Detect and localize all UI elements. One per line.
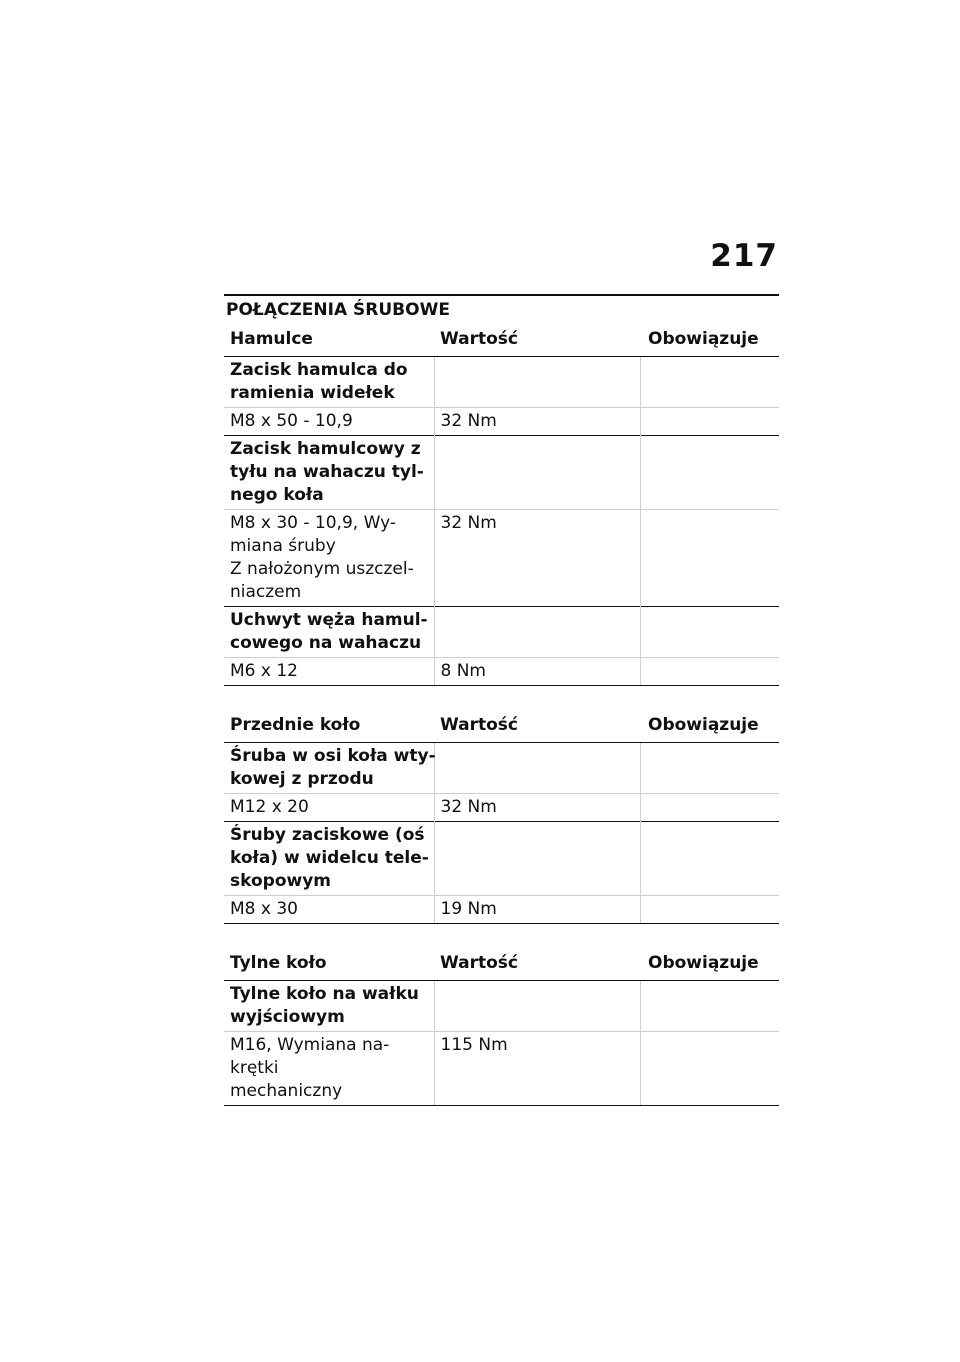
text-line: M8 x 30 - 10,9, Wy-	[230, 513, 396, 533]
column-header-component: Hamulce	[224, 322, 434, 357]
text-line: Śruba w osi koła wty-	[230, 746, 436, 766]
text-line: ramienia widełek	[230, 383, 395, 403]
text-line: kowej z przodu	[230, 769, 374, 789]
text-line: wyjściowym	[230, 1007, 345, 1027]
text-line: Tylne koło na wałku	[230, 984, 419, 1004]
torque-value: 19 Nm	[434, 896, 640, 924]
component-row	[224, 357, 779, 408]
torque-value: 32 Nm	[434, 408, 640, 436]
page-number: 217	[710, 238, 778, 274]
component-name	[224, 981, 434, 1032]
text-line: nego koła	[230, 485, 324, 505]
section-title: POŁĄCZENIA ŚRUBOWE	[226, 300, 450, 320]
component-name	[224, 822, 434, 896]
text-line: Zacisk hamulcowy z	[230, 439, 421, 459]
torque-value: 32 Nm	[434, 794, 640, 822]
torque-value	[434, 436, 640, 510]
specification-text	[224, 510, 434, 607]
specification-row	[224, 1032, 779, 1106]
applies-to	[640, 607, 779, 658]
applies-to	[640, 1032, 779, 1106]
torque-value: 8 Nm	[434, 658, 640, 686]
text-line: M16, Wymiana na-	[230, 1035, 390, 1055]
column-header-applies: Obowiązuje	[640, 708, 779, 743]
column-header-value: Wartość	[434, 946, 640, 981]
torque-value	[434, 981, 640, 1032]
component-row	[224, 822, 779, 896]
text-line: Z nałożonym uszczel-	[230, 559, 414, 579]
specification-row	[224, 794, 779, 822]
torque-table	[224, 322, 779, 686]
component-name	[224, 436, 434, 510]
specification-text: M8 x 30	[224, 896, 434, 924]
component-name	[224, 607, 434, 658]
text-line: Zacisk hamulca do	[230, 360, 408, 380]
column-header-component: Tylne koło	[224, 946, 434, 981]
component-name	[224, 357, 434, 408]
torque-value	[434, 357, 640, 408]
specification-row	[224, 896, 779, 924]
specification-row	[224, 408, 779, 436]
specification-text: M6 x 12	[224, 658, 434, 686]
specification-text: M12 x 20	[224, 794, 434, 822]
applies-to	[640, 896, 779, 924]
applies-to	[640, 981, 779, 1032]
table-spacer	[224, 924, 779, 946]
applies-to	[640, 408, 779, 436]
torque-table	[224, 708, 779, 924]
applies-to	[640, 357, 779, 408]
component-row	[224, 436, 779, 510]
specification-text	[224, 1032, 434, 1106]
applies-to	[640, 436, 779, 510]
column-header-component: Przednie koło	[224, 708, 434, 743]
component-name	[224, 743, 434, 794]
column-header-applies: Obowiązuje	[640, 946, 779, 981]
torque-value	[434, 607, 640, 658]
text-line: niaczem	[230, 582, 302, 602]
text-line: skopowym	[230, 871, 331, 891]
text-line: tyłu na wahaczu tyl-	[230, 462, 424, 482]
torque-value: 32 Nm	[434, 510, 640, 607]
column-header-value: Wartość	[434, 708, 640, 743]
text-line: Śruby zaciskowe (oś	[230, 825, 425, 845]
text-line: cowego na wahaczu	[230, 633, 422, 653]
component-row	[224, 607, 779, 658]
applies-to	[640, 510, 779, 607]
applies-to	[640, 794, 779, 822]
column-header-applies: Obowiązuje	[640, 322, 779, 357]
torque-value	[434, 822, 640, 896]
applies-to	[640, 658, 779, 686]
column-header-value: Wartość	[434, 322, 640, 357]
text-line: Uchwyt węża hamul-	[230, 610, 428, 630]
torque-spec-section	[224, 294, 779, 1106]
torque-value	[434, 743, 640, 794]
component-row	[224, 743, 779, 794]
specification-row	[224, 658, 779, 686]
specification-row	[224, 510, 779, 607]
applies-to	[640, 743, 779, 794]
component-row	[224, 981, 779, 1032]
text-line: miana śruby	[230, 536, 336, 556]
table-spacer	[224, 686, 779, 708]
torque-value: 115 Nm	[434, 1032, 640, 1106]
torque-table	[224, 946, 779, 1106]
torque-tables	[224, 322, 779, 1106]
text-line: mechaniczny	[230, 1081, 343, 1101]
text-line: koła) w widelcu tele-	[230, 848, 429, 868]
applies-to	[640, 822, 779, 896]
text-line: krętki	[230, 1058, 279, 1078]
specification-text: M8 x 50 - 10,9	[224, 408, 434, 436]
